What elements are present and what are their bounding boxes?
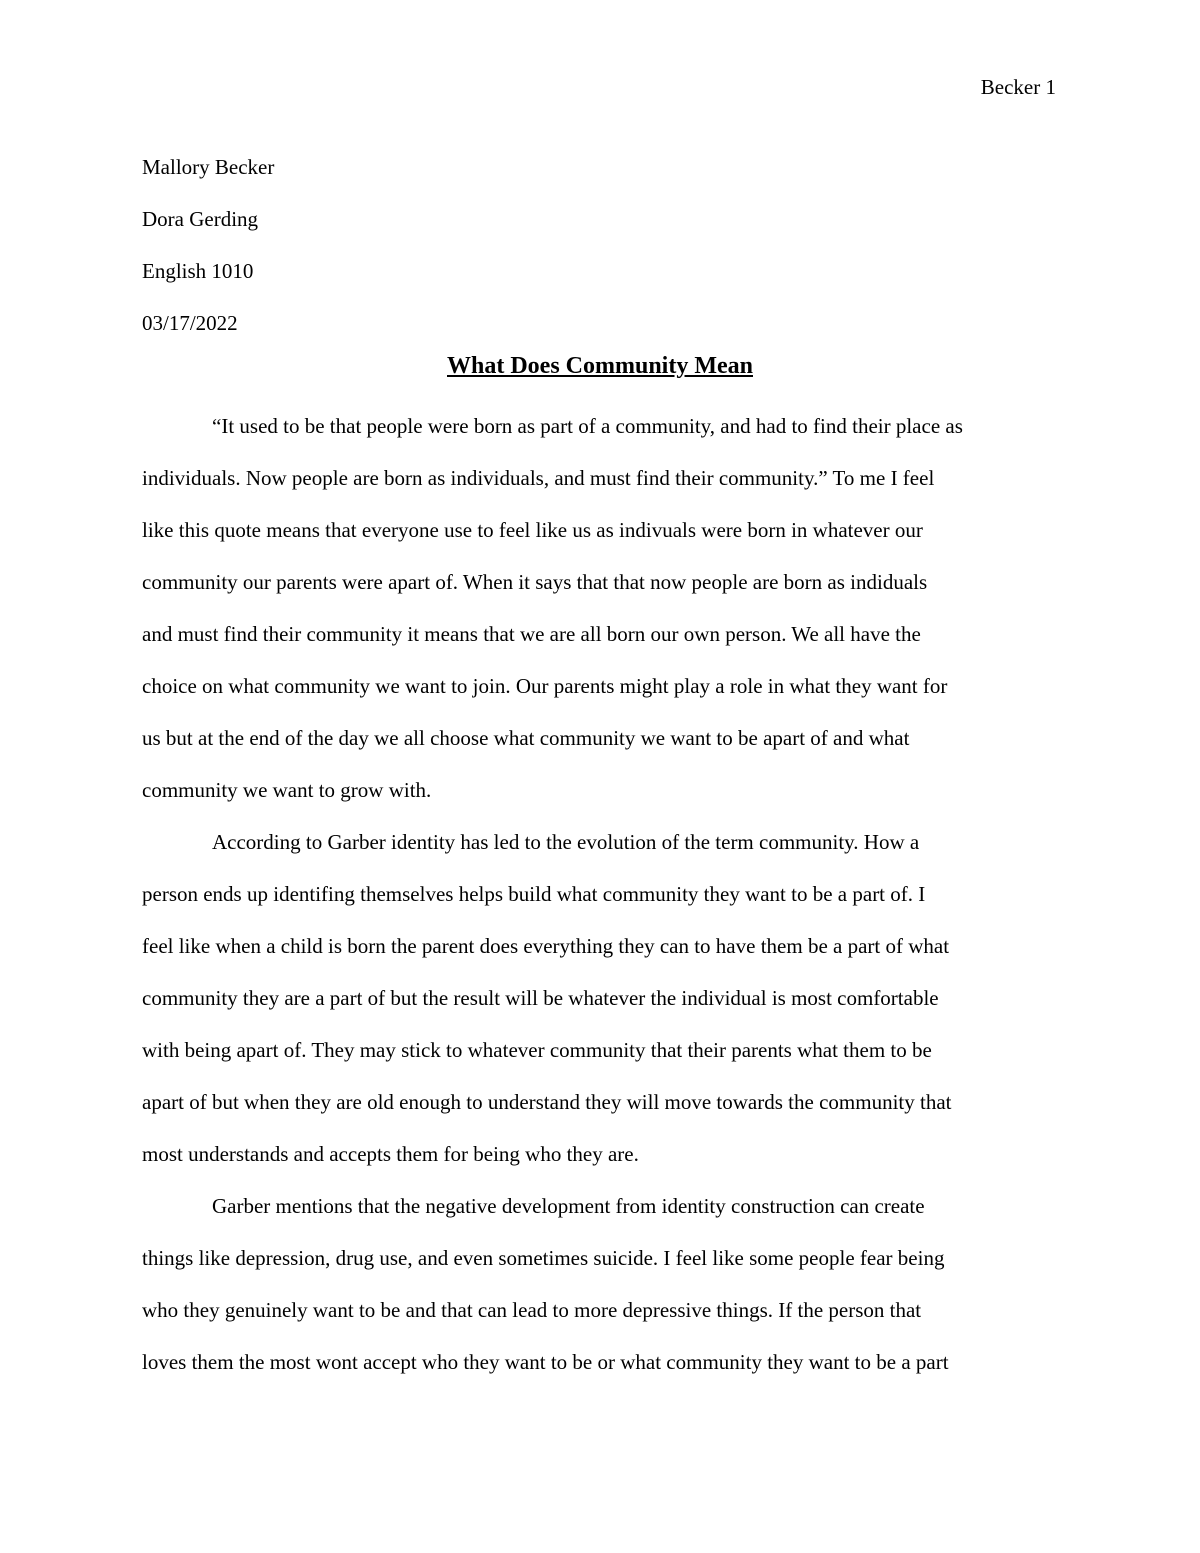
paragraph-line: loves them the most wont accept who they want to be or what community they want to be a part: [142, 1350, 949, 1374]
instructor-name: Dora Gerding: [142, 207, 259, 231]
course-name: English 1010: [142, 259, 254, 283]
paragraph-line: community they are a part of but the result will be whatever the individual is most comfortable: [142, 986, 939, 1010]
paragraph-line: person ends up identifing themselves helps build what community they want to be a part of. I: [142, 882, 926, 906]
paragraph-line: Garber mentions that the negative development from identity construction can create: [212, 1194, 925, 1218]
paragraph-line: choice on what community we want to join. Our parents might play a role in what they want for: [142, 674, 948, 698]
paragraph-line: individuals. Now people are born as individuals, and must find their community.” To me I feel: [142, 466, 935, 490]
paragraph-line: According to Garber identity has led to the evolution of the term community. How a: [212, 830, 920, 854]
paragraph-line: things like depression, drug use, and even sometimes suicide. I feel like some people fear being: [142, 1246, 945, 1270]
paragraph-line: with being apart of. They may stick to whatever community that their parents what them to be: [142, 1038, 932, 1062]
paragraph-line: “It used to be that people were born as part of a community, and had to find their place as: [212, 414, 963, 438]
paragraph-line: community we want to grow with.: [142, 778, 432, 802]
mla-header: [142, 141, 1058, 349]
student-name: Mallory Becker: [142, 155, 275, 179]
essay-date: 03/17/2022: [142, 311, 238, 335]
paragraph-line: us but at the end of the day we all choose what community we want to be apart of and what: [142, 726, 910, 750]
running-head: Becker 1: [980, 75, 1056, 99]
paragraph-line: most understands and accepts them for being who they are.: [142, 1142, 639, 1166]
paragraph-line: feel like when a child is born the parent does everything they can to have them be a part of what: [142, 934, 950, 958]
paragraph-line: and must find their community it means that we are all born our own person. We all have the: [142, 622, 921, 646]
paragraph-line: apart of but when they are old enough to understand they will move towards the community that: [142, 1090, 952, 1114]
paragraph-line: who they genuinely want to be and that can lead to more depressive things. If the person that: [142, 1298, 922, 1322]
paragraph-line: community our parents were apart of. When it says that that now people are born as indiduals: [142, 570, 928, 594]
essay-body: [142, 400, 1058, 1388]
paragraph-line: like this quote means that everyone use to feel like us as indivuals were born in whatever our: [142, 518, 923, 542]
essay-title: What Does Community Mean: [447, 353, 753, 379]
